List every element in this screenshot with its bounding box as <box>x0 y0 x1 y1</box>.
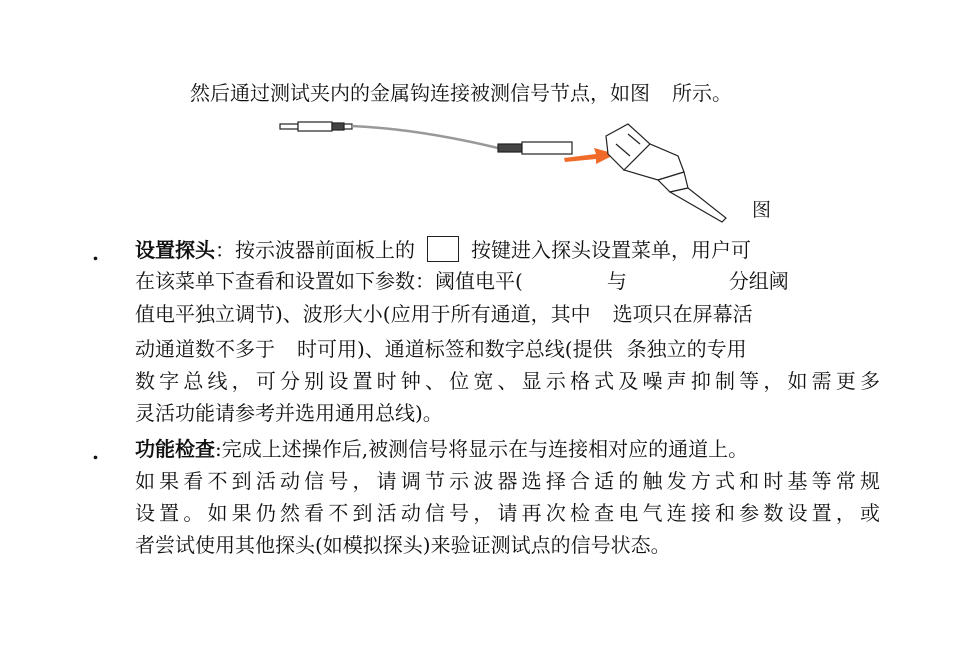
intro-sentence <box>190 78 732 108</box>
probe-cable <box>352 126 498 148</box>
section2-line-3: 设置。如果仍然看不到活动信号，请再次检查电气连接和参数设置，或 <box>135 501 880 525</box>
section2-line-2: 如果看不到活动信号，请调节示波器选择合适的触发方式和时基等常规 <box>135 469 880 493</box>
section2-line-4: 者尝试使用其他探头(如模拟探头)来验证测试点的信号状态。 <box>135 533 671 557</box>
section1-text: 选项只在屏幕活 <box>612 302 753 326</box>
probe-pin-connector <box>280 122 352 131</box>
probe-clip-figure <box>278 114 738 224</box>
section2-line-1 <box>135 434 880 464</box>
intro-text-b: 所示。 <box>672 81 732 105</box>
key-button-box <box>427 236 459 262</box>
section2-heading: 功能检查 <box>135 437 215 461</box>
intro-text-a: 然后通过测试夹内的金属钩连接被测信号节点，如图 <box>190 81 650 105</box>
section1-line-1 <box>135 235 880 265</box>
section1-text: 与 <box>606 269 627 293</box>
section1-line-4 <box>135 334 880 364</box>
socket-connector <box>498 142 572 154</box>
section1-text: 在该菜单下查看和设置如下参数：阈值电平( <box>135 269 523 293</box>
figure-caption: 图 <box>752 199 772 221</box>
section1-line-5: 数字总线，可分别设置时钟、位宽、显示格式及噪声抑制等，如需更多 <box>135 369 880 393</box>
section1-text: ：按示波器前面板上的 <box>215 238 415 262</box>
section2-text: :完成上述操作后,被测信号将显示在与连接相对应的通道上。 <box>215 437 749 461</box>
section1-heading: 设置探头 <box>135 238 215 262</box>
section1-text: 按键进入探头设置菜单，用户可 <box>471 238 751 262</box>
section1-text: 分组阈 <box>728 269 789 293</box>
bullet-1: . <box>92 241 99 265</box>
test-clip <box>606 124 726 222</box>
section1-text: 动通道数不多于 <box>135 337 275 361</box>
section1-text: 时可用)、通道标签和数字总线(提供 <box>297 337 613 361</box>
section1-line-6: 灵活功能请参考并选用通用总线)。 <box>135 401 443 425</box>
section1-line-3 <box>135 299 880 329</box>
section1-text: 值电平独立调节)、波形大小(应用于所有通道，其中 <box>135 302 591 326</box>
bullet-2: . <box>92 440 99 464</box>
section1-text: 条独立的专用 <box>626 337 747 361</box>
section1-line-2 <box>135 266 880 296</box>
